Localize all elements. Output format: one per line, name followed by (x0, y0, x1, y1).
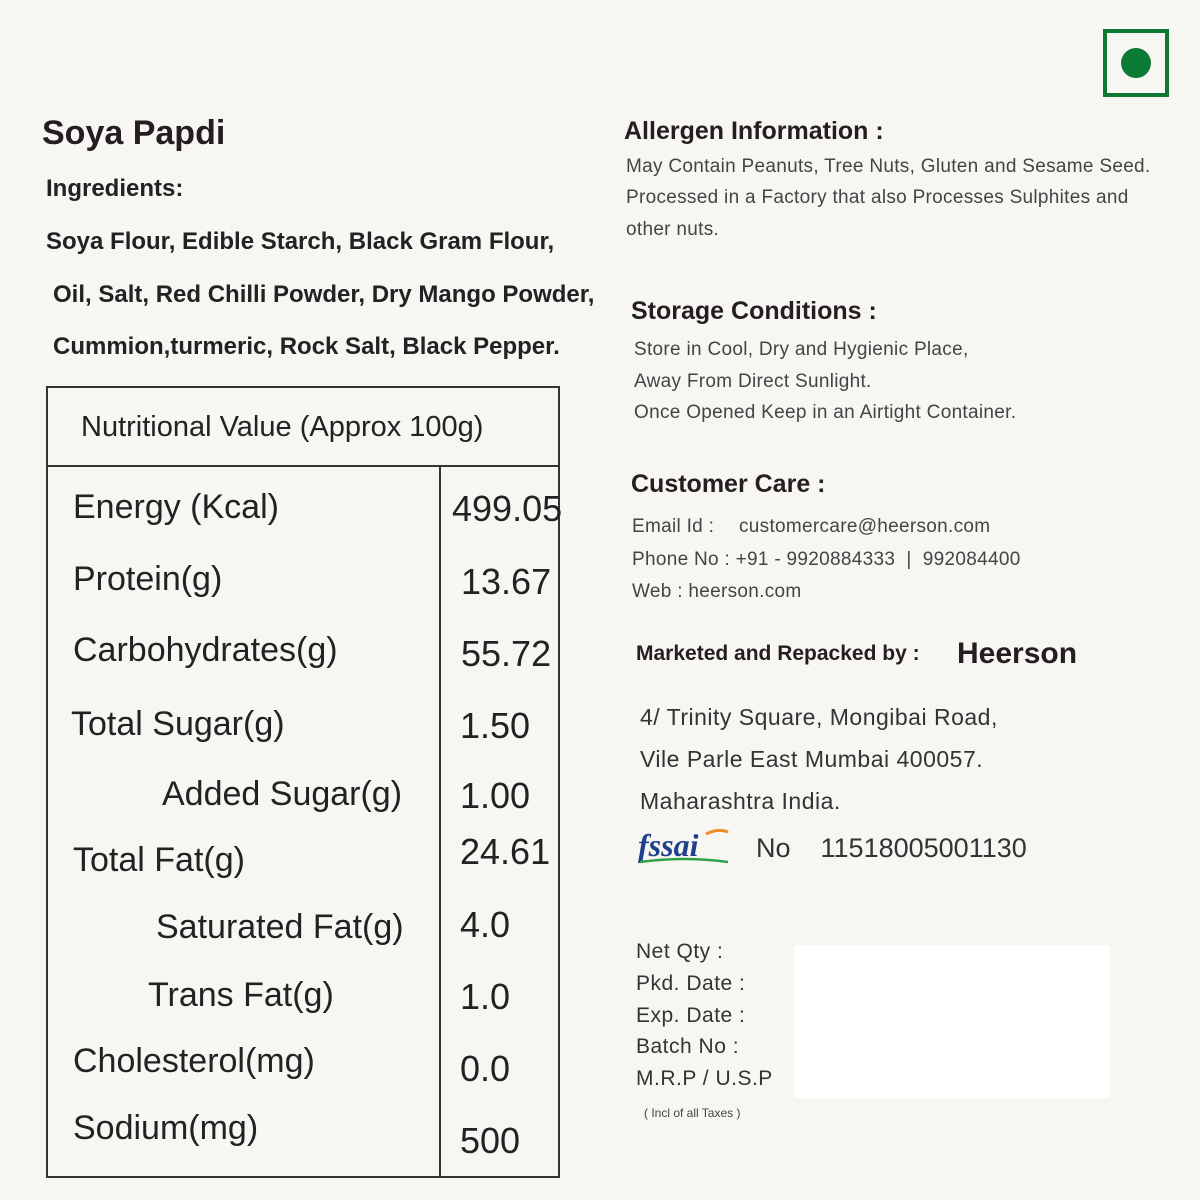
brand-name: Heerson (957, 637, 1078, 670)
product-title: Soya Papdi (42, 114, 226, 152)
nutrition-row-label: Total Sugar(g) (71, 705, 285, 743)
allergen-line-3: other nuts. (626, 219, 720, 240)
nutrition-row-value: 4.0 (460, 904, 511, 945)
nutrition-row-value: 0.0 (460, 1048, 511, 1089)
allergen-line-1: May Contain Peanuts, Tree Nuts, Gluten and Sesame Seed. (626, 156, 1151, 177)
nutrition-table (46, 386, 563, 1178)
fssai-logo-icon (636, 826, 732, 866)
email-link[interactable]: customercare@heerson.com (739, 516, 991, 537)
nutrition-row-value: 13.67 (461, 561, 552, 602)
marketed-by-label: Marketed and Repacked by : (636, 642, 920, 665)
storage-heading: Storage Conditions : (631, 297, 877, 325)
nutrition-row-label: Energy (Kcal) (73, 488, 279, 526)
nutrition-row-label: Total Fat(g) (73, 841, 245, 879)
fssai-license-number: 11518005001130 (820, 833, 1027, 863)
nutrition-row-value: 55.72 (461, 633, 552, 674)
customer-care-heading: Customer Care : (631, 470, 826, 498)
nutrition-row-label: Added Sugar(g) (162, 775, 403, 813)
print-area-box (794, 945, 1110, 1098)
svg-text:fssai: fssai (638, 827, 699, 863)
allergen-line-2: Processed in a Factory that also Processes Sulphites and (626, 187, 1129, 208)
storage-line-2: Away From Direct Sunlight. (634, 371, 872, 392)
nutrition-row-label: Sodium(mg) (73, 1109, 259, 1147)
nutrition-row-value: 499.05 (452, 488, 563, 529)
web-line[interactable]: Web : heerson.com (632, 581, 802, 602)
mrp-label: M.R.P / U.S.P (636, 1067, 773, 1090)
storage-line-1: Store in Cool, Dry and Hygienic Place, (634, 339, 969, 360)
veg-symbol-icon (1103, 29, 1169, 97)
nutrition-column-divider (439, 467, 441, 1176)
pkd-date-label: Pkd. Date : (636, 972, 746, 995)
nutrition-row-value: 1.50 (460, 705, 531, 746)
address-line-3: Maharashtra India. (640, 788, 841, 814)
ingredients-line-1: Soya Flour, Edible Starch, Black Gram Flour, (46, 228, 555, 255)
fssai-number (756, 833, 1027, 864)
nutrition-row-value: 1.00 (460, 775, 531, 816)
nutrition-row-label: Trans Fat(g) (148, 976, 334, 1014)
email-label: Email Id : (632, 516, 715, 537)
nutrition-row-value: 1.0 (460, 976, 511, 1017)
allergen-heading: Allergen Information : (624, 117, 884, 145)
veg-dot-icon (1121, 48, 1151, 78)
fssai-no-label: No (756, 833, 791, 863)
nutrition-table-heading: Nutritional Value (Approx 100g) (48, 388, 558, 467)
address-line-2: Vile Parle East Mumbai 400057. (640, 746, 984, 772)
nutrition-row-label: Carbohydrates(g) (73, 631, 338, 669)
nutrition-row-label: Saturated Fat(g) (156, 908, 404, 946)
ingredients-heading: Ingredients: (46, 175, 184, 202)
nutrition-row-value: 24.61 (460, 831, 551, 872)
address-line-1: 4/ Trinity Square, Mongibai Road, (640, 704, 998, 730)
nutrition-row-value: 500 (460, 1120, 521, 1161)
batch-no-label: Batch No : (636, 1035, 740, 1058)
phone-line: Phone No : +91 - 9920884333 | 992084400 (632, 549, 1021, 570)
ingredients-line-3: Cummion,turmeric, Rock Salt, Black Pepper. (53, 333, 560, 360)
net-qty-label: Net Qty : (636, 940, 724, 963)
exp-date-label: Exp. Date : (636, 1004, 746, 1027)
nutrition-row-label: Protein(g) (73, 560, 223, 598)
nutrition-row-label: Cholesterol(mg) (73, 1042, 315, 1080)
ingredients-line-2: Oil, Salt, Red Chilli Powder, Dry Mango Powder, (53, 281, 595, 308)
tax-note: ( Incl of all Taxes ) (644, 1106, 741, 1120)
storage-line-3: Once Opened Keep in an Airtight Container. (634, 402, 1017, 423)
